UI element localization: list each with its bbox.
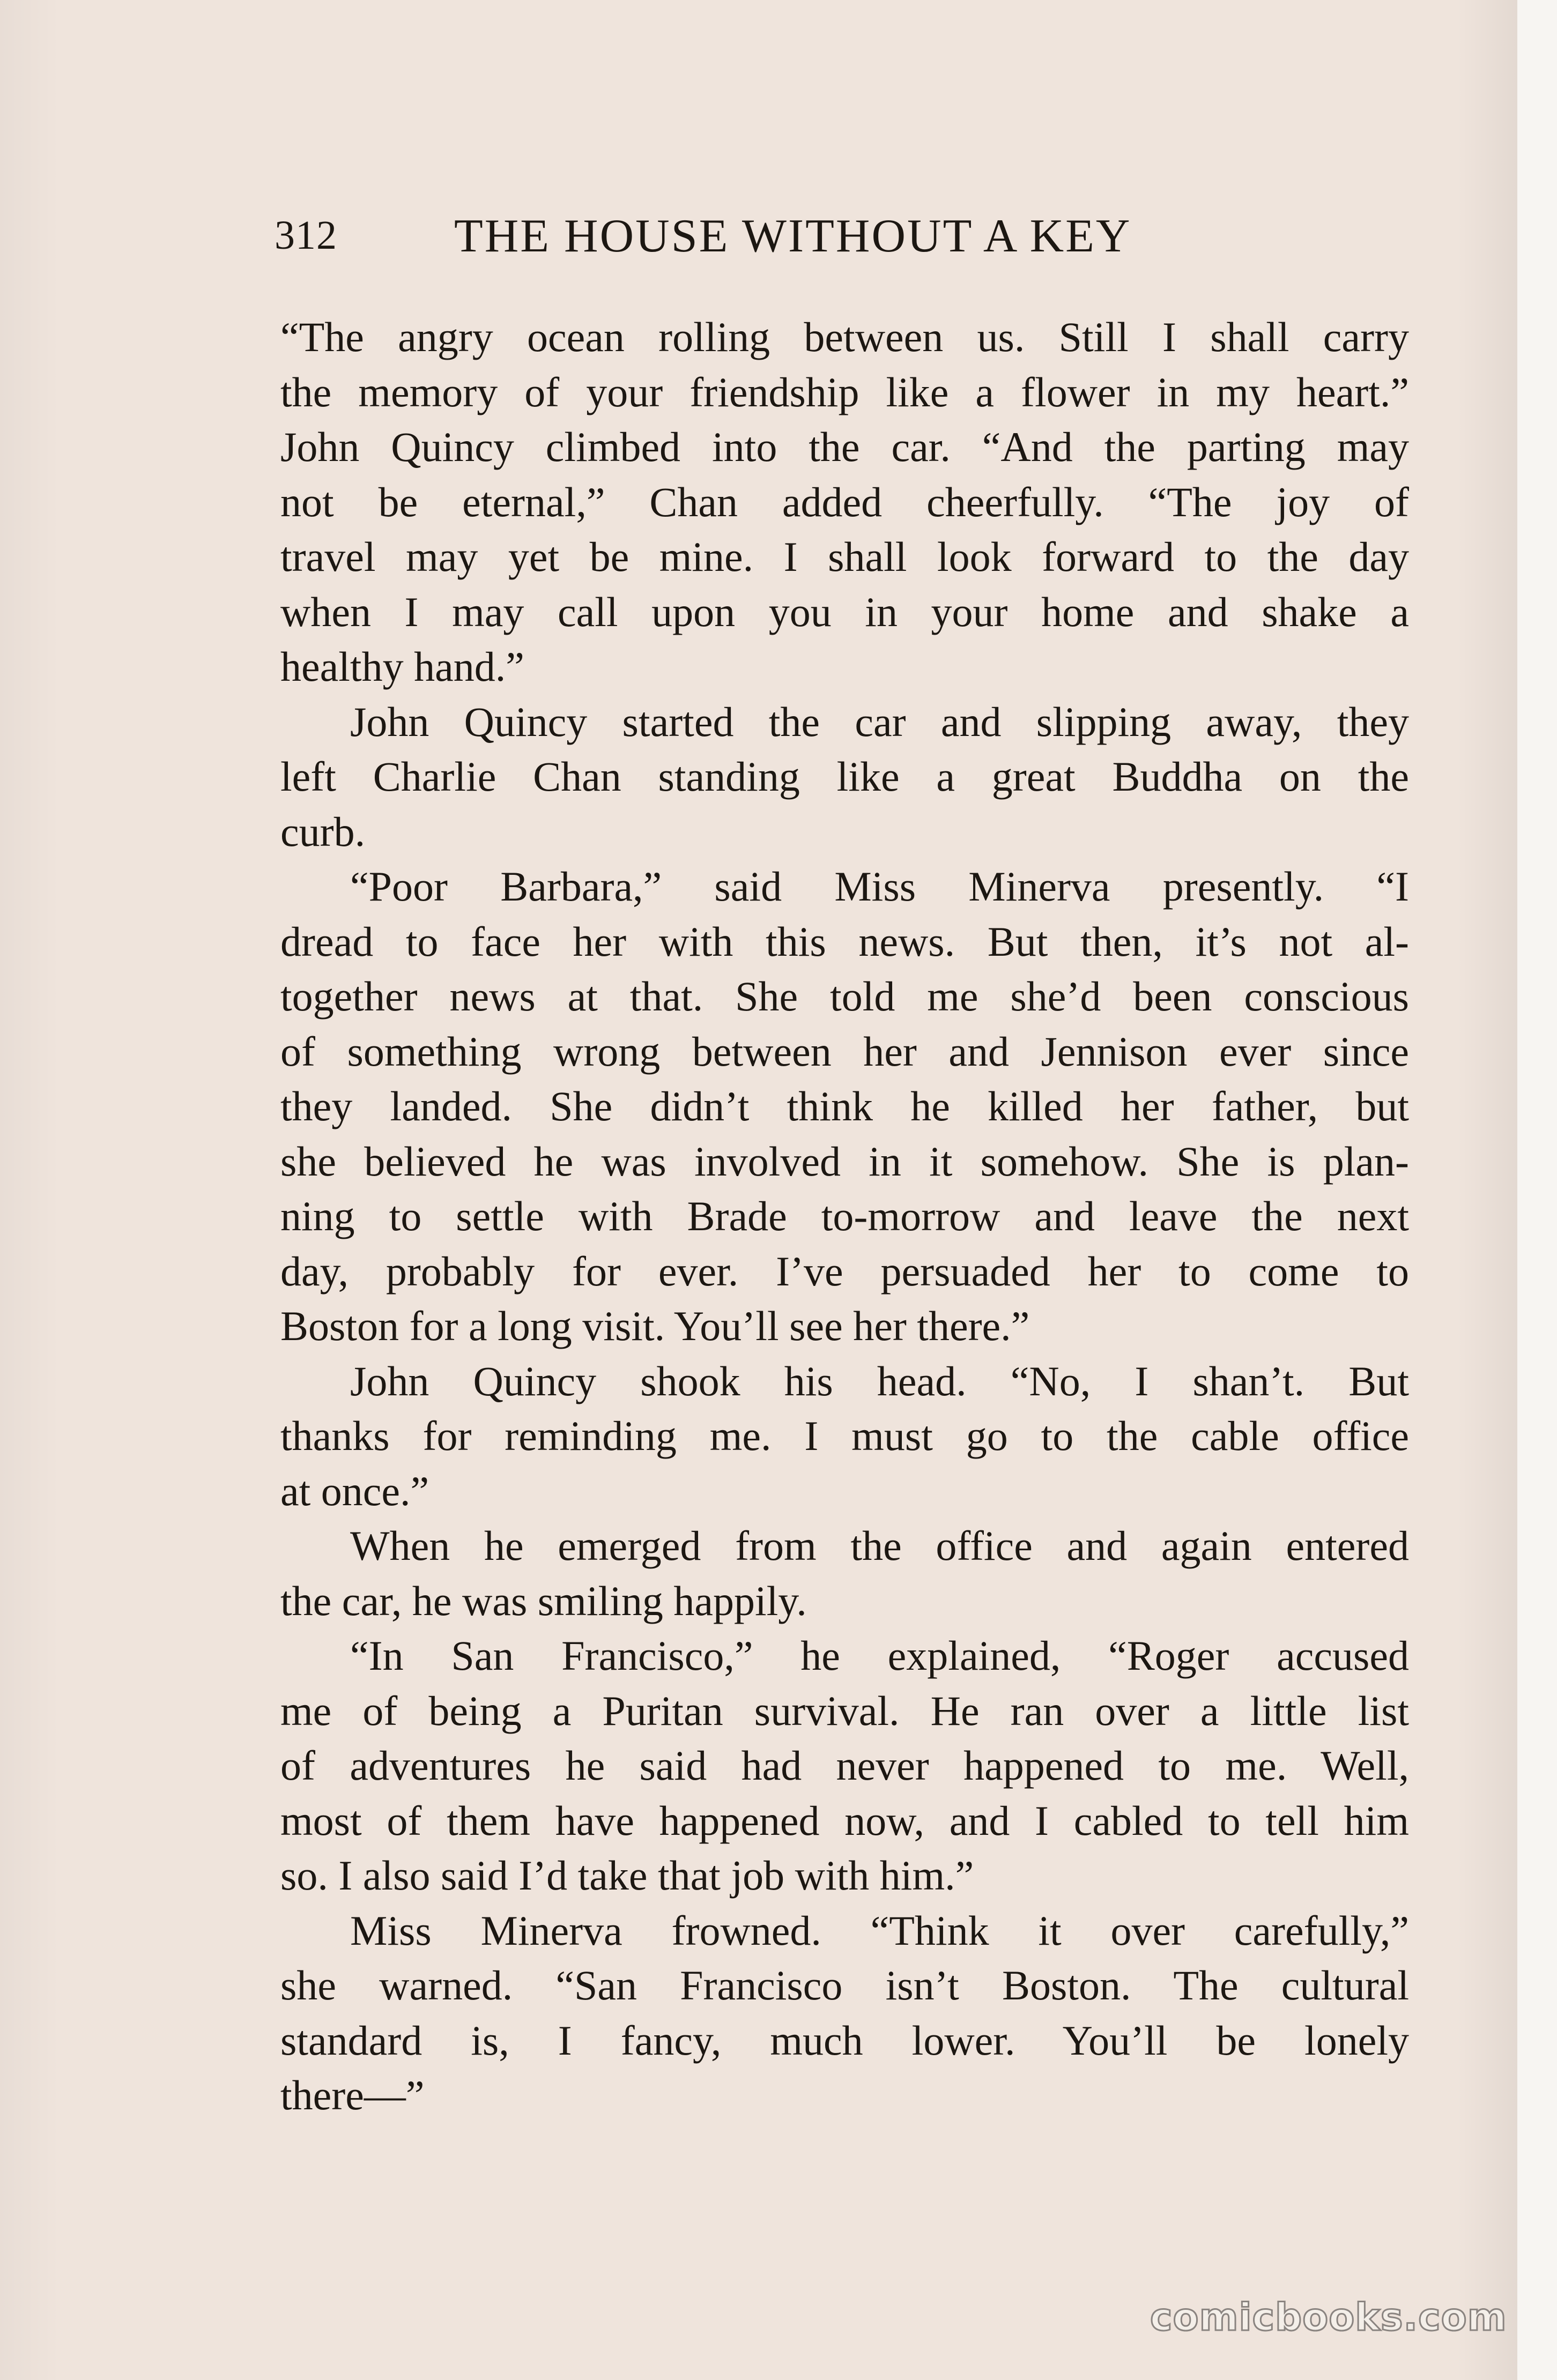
text-line: there—” bbox=[280, 2072, 425, 2118]
text-line: the memory of your friendship like a flower in my heart.” bbox=[280, 368, 1409, 415]
text-line: When he emerged from the office and again entered bbox=[350, 1522, 1409, 1569]
text-line: curb. bbox=[280, 808, 366, 855]
text-line: she warned. “San Francisco isn’t Boston. The cultural bbox=[280, 1962, 1409, 2009]
text-line: John Quincy shook his head. “No, I shan’t. But bbox=[350, 1357, 1409, 1404]
text-line: John Quincy climbed into the car. “And the parting may bbox=[280, 423, 1409, 470]
text-line: Boston for a long visit. You’ll see her there.” bbox=[280, 1303, 1030, 1349]
text-line: travel may yet be mine. I shall look forward to the day bbox=[280, 533, 1409, 580]
text-line: the car, he was smiling happily. bbox=[280, 1577, 807, 1624]
text-line: left Charlie Chan standing like a great Buddha on the bbox=[280, 753, 1409, 800]
text-line: so. I also said I’d take that job with him.” bbox=[280, 1852, 974, 1899]
text-line: ning to settle with Brade to-morrow and leave the next bbox=[280, 1193, 1409, 1239]
watermark: comicbooks.com bbox=[1150, 2295, 1507, 2339]
page-header bbox=[275, 209, 1411, 268]
text-line: standard is, I fancy, much lower. You’ll be lonely bbox=[280, 2017, 1409, 2064]
text-line: Miss Minerva frowned. “Think it over carefully,” bbox=[350, 1907, 1409, 1954]
text-line: “In San Francisco,” he explained, “Roger accused bbox=[350, 1632, 1409, 1679]
text-line: most of them have happened now, and I cabled to tell him bbox=[280, 1797, 1409, 1844]
text-line: when I may call upon you in your home and shake a bbox=[280, 588, 1409, 635]
text-line: day, probably for ever. I’ve persuaded her to come to bbox=[280, 1247, 1409, 1295]
page-edge bbox=[1517, 0, 1557, 2380]
text-line: not be eternal,” Chan added cheerfully. “The joy of bbox=[280, 478, 1409, 525]
text-line: at once.” bbox=[280, 1467, 429, 1514]
text-line: “The angry ocean rolling between us. Still I shall carry bbox=[280, 314, 1409, 360]
text-line: she believed he was involved in it somehow. She is plan- bbox=[280, 1137, 1409, 1185]
text-line: of adventures he said had never happened to me. Well, bbox=[280, 1742, 1409, 1789]
text-line: together news at that. She told me she’d been conscious bbox=[280, 973, 1409, 1020]
page-number: 312 bbox=[275, 213, 337, 258]
text-line: they landed. She didn’t think he killed her father, but bbox=[280, 1083, 1409, 1129]
text-line: of something wrong between her and Jennison ever since bbox=[280, 1028, 1409, 1075]
text-line: John Quincy started the car and slipping away, they bbox=[350, 698, 1409, 745]
body-text bbox=[280, 310, 1409, 2123]
text-line: thanks for reminding me. I must go to the cable office bbox=[280, 1412, 1409, 1459]
running-head: THE HOUSE WITHOUT A KEY bbox=[454, 210, 1132, 262]
text-line: healthy hand.” bbox=[280, 643, 524, 690]
text-line: me of being a Puritan survival. He ran over a little list bbox=[280, 1687, 1409, 1734]
text-line: dread to face her with this news. But then, it’s not al- bbox=[280, 918, 1409, 965]
text-line: “Poor Barbara,” said Miss Minerva presently. “I bbox=[350, 863, 1409, 910]
